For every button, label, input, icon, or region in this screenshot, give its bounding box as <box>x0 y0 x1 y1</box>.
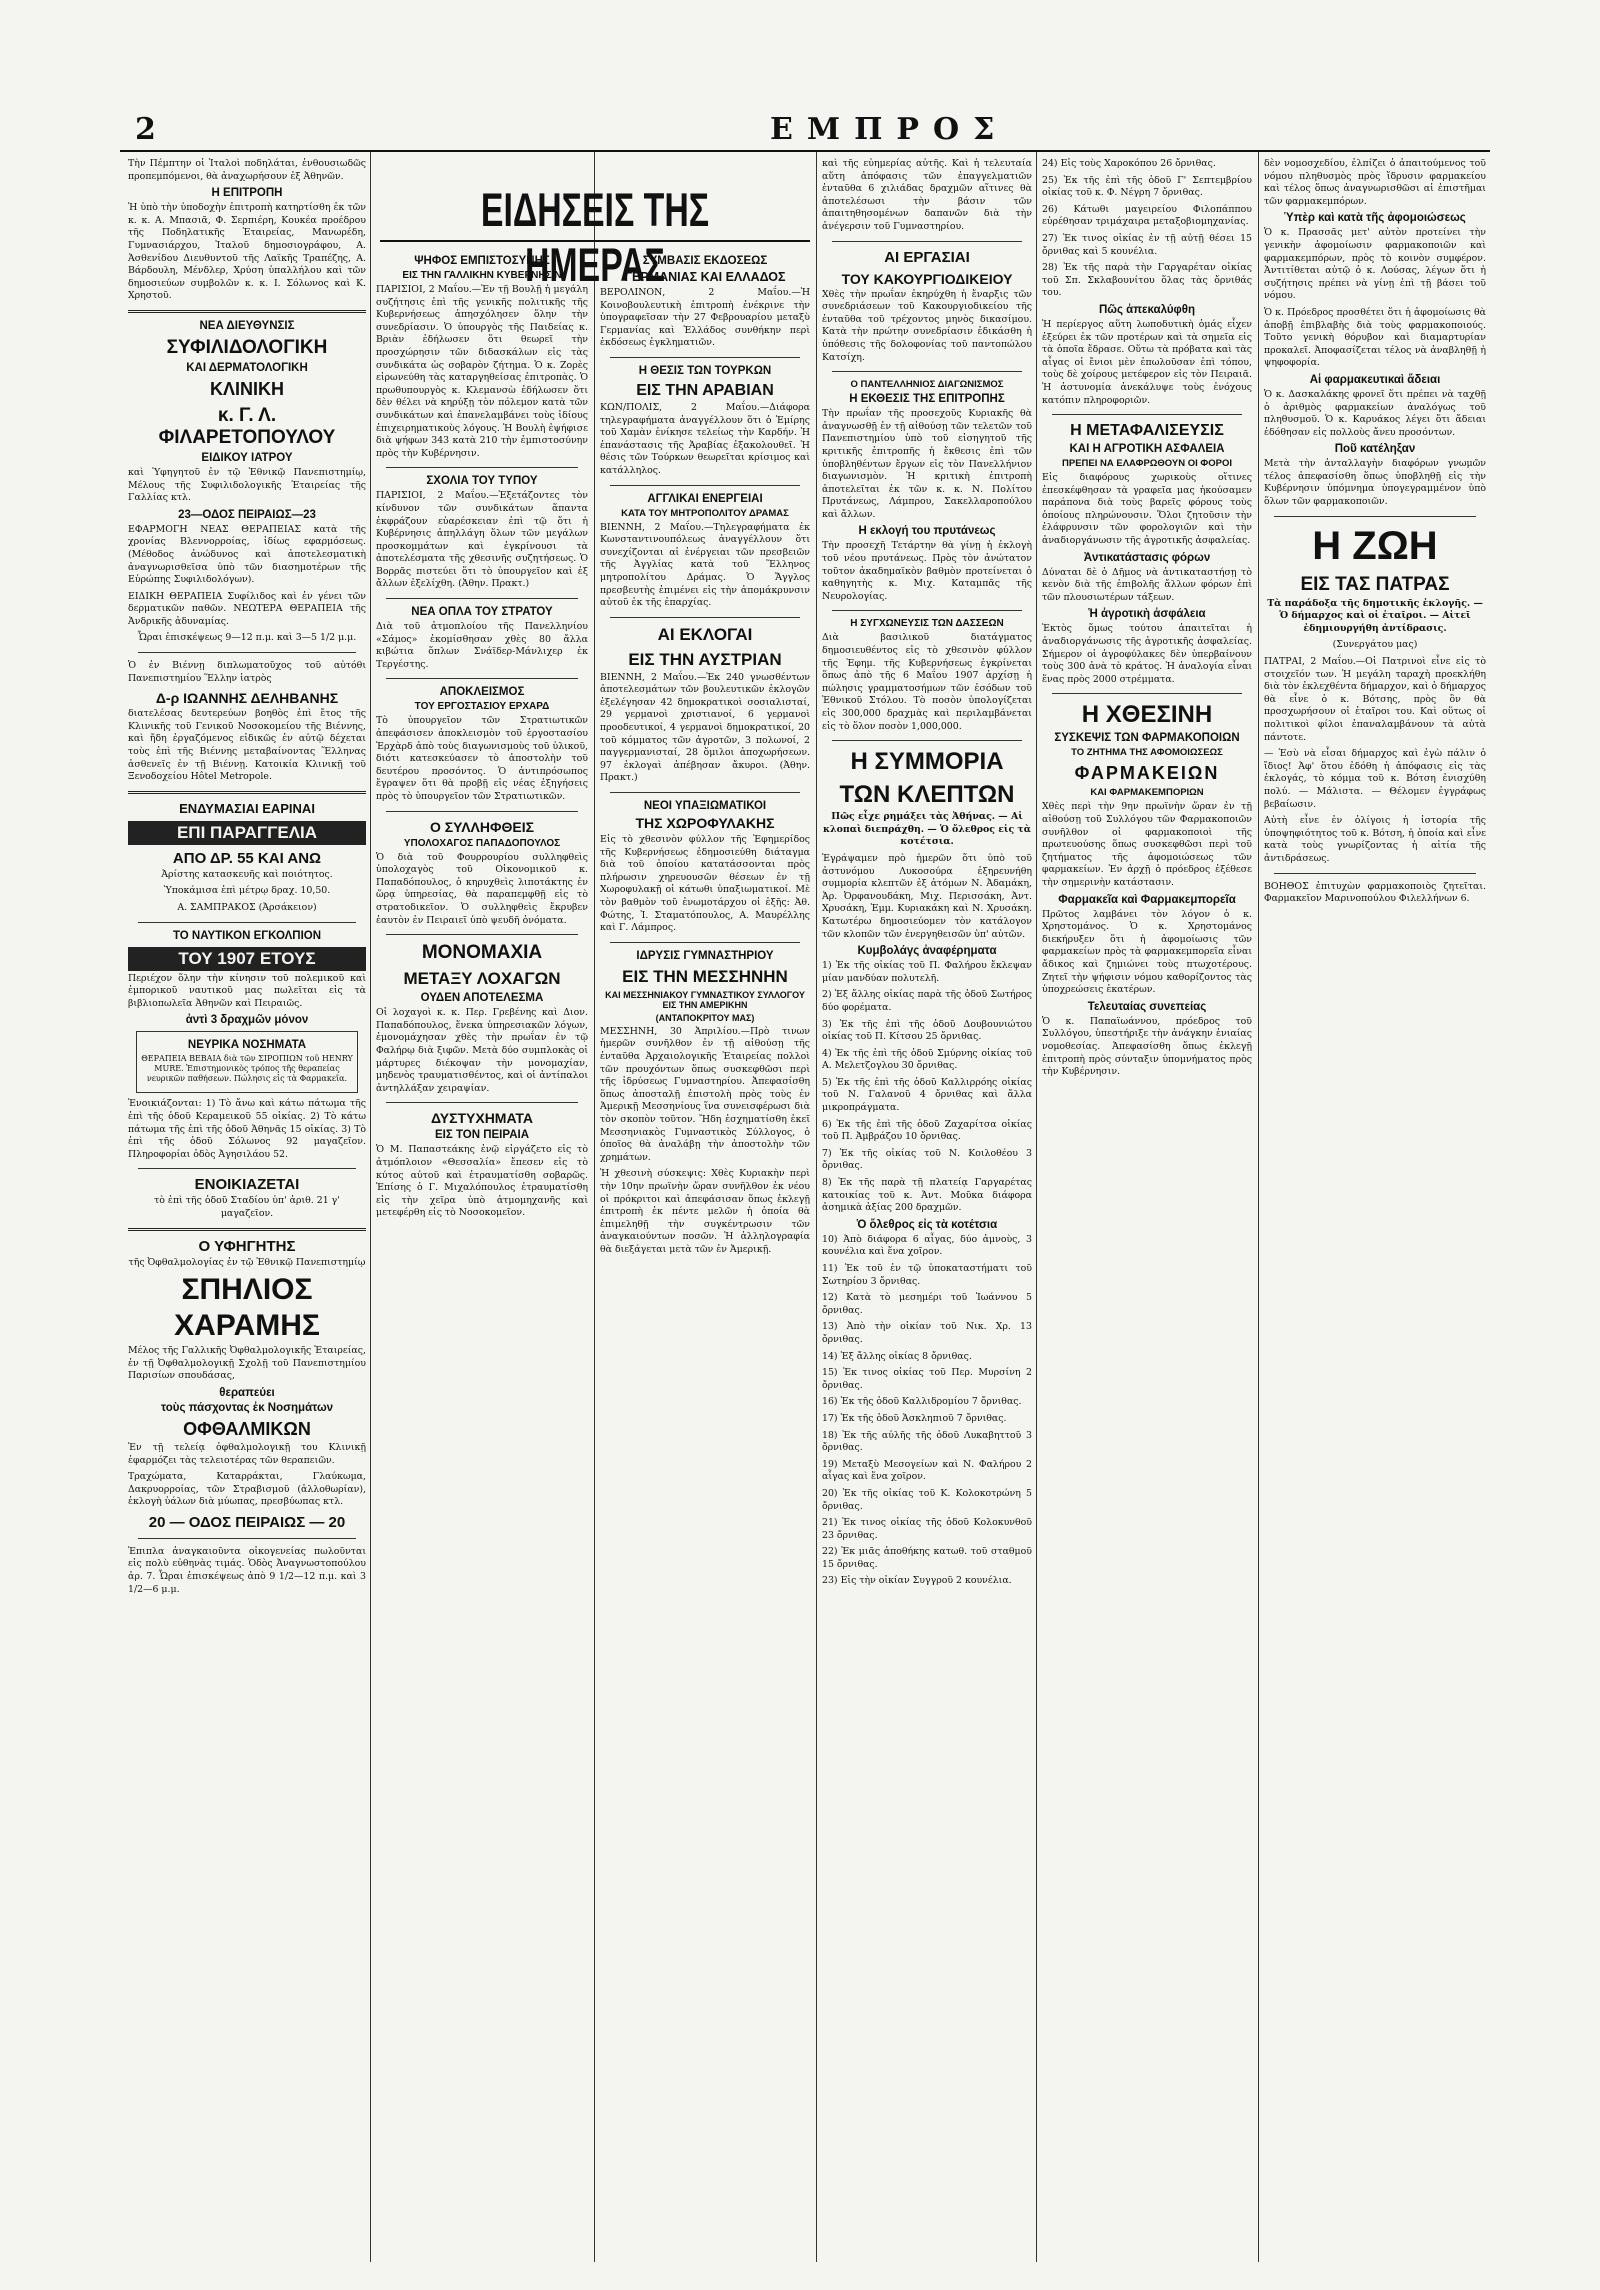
list-item: 14) Ἐξ ἄλλης οἰκίας 8 ὄρνιθας. <box>822 1350 972 1362</box>
subheadline: ΚΑΙ ΜΕΣΣΗΝΙΑΚΟΥ ΓΥΜΝΑΣΤΙΚΟΥ ΣΥΛΛΟΓΟΥ ΕΙΣ ΤΗΝ ΑΜΕΡΙΚΗΝ <box>605 989 805 1010</box>
ad-text: Τραχώματα, Καταρράκται, Γλαύκωμα, Δακρυορροίας, τῶν Στραβισμοῦ (ἀλλοθωρίαν), ἐκλογὴ ὑάλων διὰ μύωπας, πρεσβύωπας κτλ. <box>128 1471 366 1508</box>
article-paragraph: Διὰ βασιλικοῦ διατάγματος δημοσιευθέντος εἰς τὸ χθεσινὸν φύλλον τῆς Ἐφημ. τῆς Κυβερνήσεως ἐγκρίνεται ὅπως ἀπὸ τῆς 6 Μαΐου 1907 ἀρχίσῃ ἡ πώλησις γραμματοσήμων τῶν ἐσόδων τοῦ Ἐθνικοῦ Στόλου. Τὸ ποσὸν ὑπολογίζεται εἰς 300,000 δραχμὰς καὶ περιλαμβάνεται εἰς τὸ ὅλον ποσὸν 1,000,000. <box>822 632 1032 732</box>
divider <box>832 371 1022 372</box>
ad-subtitle: ΚΑΙ ΔΕΡΜΑΤΟΛΟΓΙΚΗ <box>186 361 308 374</box>
ad-title: ΤΟΥ 1907 ΕΤΟΥΣ <box>128 947 366 971</box>
banner-rule <box>380 240 810 242</box>
list-item: 24) Εἰς τοὺς Χαροκόπου 26 ὄρνιθας. <box>1042 158 1216 169</box>
divider <box>386 678 578 679</box>
headline: ΑΓΓΛΙΚΑΙ ΕΝΕΡΓΕΙΑΙ <box>647 492 763 505</box>
divider <box>138 922 356 923</box>
subheadline: ΤΟ ΖΗΤΗΜΑ ΤΗΣ ΑΦΟΜΟΙΩΣΕΩΣ <box>1071 747 1223 759</box>
headline: Η ΘΕΣΙΣ ΤΩΝ ΤΟΥΡΚΩΝ <box>638 364 772 377</box>
masthead-title: ΕΜΠΡΟΣ <box>770 112 1009 147</box>
headline: ΤΟΥ ΚΑΚΟΥΡΓΙΟΔΙΚΕΙΟΥ <box>841 270 1013 287</box>
divider <box>832 740 1022 741</box>
headline: ΕΙΣ ΤΑΣ ΠΑΤΡΑΣ <box>1300 573 1450 595</box>
article-paragraph: Ἐκτὸς ὅμως τούτου ἀπαιτεῖται ἡ ἀναδιοργάνωσις τῆς ἀγροτικῆς ἀσφαλείας. Σήμερον οἱ ἀγροφύλακες δὲν ὑπερβαίνουν τοὺς 300 ἀνὰ τὸ κράτος. Ἡ ἀναλογία εἶναι ἕνας πρὸς 2000 στρέμματα. <box>1042 623 1252 685</box>
subheadline: ΣΥΣΚΕΨΙΣ ΤΩΝ ΦΑΡΜΑΚΟΠΟΙΩΝ <box>1054 732 1240 745</box>
ad-box <box>136 1031 358 1093</box>
subheadline: Πῶς εἶχε ρημάξει τὰς Ἀθήνας. — Αἱ κλοπαὶ διεπράχθη. — Ὁ ὄλεθρος εἰς τὰ κοτέτσια. <box>823 811 1031 848</box>
column-divider <box>370 152 371 2262</box>
list-item: 17) Ἐκ τῆς ὁδοῦ Ἀσκληπιοῦ 7 ὄρνιθας. <box>822 1412 1007 1424</box>
subheadline: ΓΕΡΜΑΝΙΑΣ ΚΑΙ ΕΛΛΑΔΟΣ <box>624 270 786 284</box>
list-item: 27) Ἐκ τινος οἰκίας ἐν τῇ αὐτῇ θέσει 15 ὄρνιθας καὶ 5 κουνέλια. <box>1042 232 1252 257</box>
list-item: 18) Ἐκ τῆς αὐλῆς τῆς ὁδοῦ Λυκαβηττοῦ 3 ὄρνιθας. <box>822 1429 1032 1454</box>
classified-ad: ΒΟΗΘΟΣ ἐπιτυχὼν φαρμακοποιὸς ζητεῖται. Φαρμακεῖον Μαρινοπούλου Φιλελλήνων 6. <box>1264 880 1486 905</box>
headline: ΨΗΦΟΣ ΕΜΠΙΣΤΟΣΥΝΗΣ <box>414 255 550 267</box>
article-paragraph: Εἰς διαφόρους χωρικοὺς οἵτινες ἐπεσκέφθησαν τὰ γραφεῖα μας ἠκούσαμεν παράπονα διὰ τοὺς βαρεῖς φόρους τοὺς ὁποίους πληρώνουσιν. Ὅλοι ζητοῦσιν τὴν ἐλάφρυνσιν τῶν φορολογιῶν καὶ τὴν ἀναδιοργάνωσιν τῆς ἀγροτικῆς ἀσφαλείας. <box>1042 472 1252 547</box>
headline: ΜΕΤΑΞΥ ΛΟΧΑΓΩΝ <box>403 969 561 989</box>
ad-subtitle: τοὺς πάσχοντας ἐκ Νοσημάτων <box>160 1401 334 1414</box>
divider <box>128 310 366 313</box>
headline: Ο ΣΥΛΛΗΦΘΕΙΣ <box>429 818 535 835</box>
ad-text: Μέλος τῆς Γαλλικῆς Ὀφθαλμολογικῆς Ἑταιρείας, ἐν τῇ Ὀφθαλμολογικῇ Σχολῇ τοῦ Πανεπιστημίου Παρισίων σπουδάσας, <box>128 1345 366 1382</box>
article-paragraph: Ὁ κ. Δασκαλάκης φρονεῖ ὅτι πρέπει νὰ ταχθῇ ὁ ἀριθμὸς φαρμακείων ἀναλόγως τοῦ πληθυσμοῦ. Ὁ κ. Καρυάκος λέγει ὅτι ἄδειαι ἐδόθησαν εἰς πολλοὺς ἄνευ προσόντων. <box>1264 388 1486 438</box>
subheadline: Φαρμακεῖα καὶ Φαρμακεμπορεῖα <box>1058 893 1236 906</box>
article-paragraph: Ἡ περίεργος αὕτη λωποδυτικὴ ὁμάς εἶχεν ἐξεύρει ἐκ τῶν προτέρων καὶ τὰ σημεῖα εἰς τὰ ὁποῖα ἔδρασε. Οὕτω τὰ πρόβατα καὶ τὰς αἶγας οἱ ἔνιοι μὲν ἐπωλοῦσαν ἐπὶ τόπου, τοὺς δὲ χοίρους μετέφερον εἰς τὸν Πειραιᾶ. Ἡ ἀστυνομία ἀνεκάλυψε τοὺς ἐνόχους κατόπιν πληροφοριῶν. <box>1042 318 1252 406</box>
list-item: 20) Ἐκ τῆς οἰκίας τοῦ Κ. Κολοκοτρώνη 5 ὄρνιθας. <box>822 1487 1032 1512</box>
ad-title: ΕΝΟΙΚΙΑΖΕΤΑΙ <box>194 1176 300 1194</box>
list-item: 23) Εἰς τὴν οἰκίαν Συγγροῦ 2 κουνέλια. <box>822 1575 1012 1587</box>
ad-title: ΕΝΔΥΜΑΣΙΑΙ ΕΑΡΙΝΑΙ <box>179 800 315 816</box>
doctor-name: Δ-ρ ΙΩΑΝΝΗΣ ΔΕΛΗΒΑΝΗΣ <box>155 690 339 707</box>
headline: ΔΥΣΤΥΧΗΜΑΤΑ <box>430 1110 534 1127</box>
ad-text: Α. ΣΑΜΠΡΑΚΟΣ (Ἀρσάκειον) <box>177 902 317 913</box>
ad-subtitle: ΕΙΔΙΚΟΥ ΙΑΤΡΟΥ <box>201 451 293 464</box>
column-divider <box>594 152 595 2262</box>
ad-text: τὸ ἐπὶ τῆς ὁδοῦ Σταδίου ὑπ' ἀριθ. 21 γ' μαγαζεῖον. <box>154 1195 340 1219</box>
divider <box>138 1538 356 1539</box>
article-paragraph: Ἡ χθεσινὴ σύσκεψις: Χθὲς Κυριακὴν περὶ τὴν 10ην πρωϊνὴν ὥραν συνῆλθον ἐκ νέου οἱ πρόκριτοι καὶ ἀπεφάσισαν ὅπως ἐκλεγῇ ἐπιτροπὴ ἐκ πέντε μελῶν ἡ ὁποία θὰ ἐπιμεληθῇ τὴν συγκέντρωσιν τῶν ἀναγκαιούντων ποσῶν. Ἡ ἀλληλογραφία θὰ διεξάγεται μετὰ τῶν ἐν Ἀμερικῇ. <box>600 1168 810 1255</box>
column-2 <box>376 252 588 2258</box>
headline: Η ΖΩΗ <box>1312 523 1438 568</box>
headline: ΑΠΟΚΛΕΙΣΜΟΣ <box>439 686 525 699</box>
article-paragraph: Ὁ διὰ τοῦ Φουρρουρίου συλληφθεὶς ὑπολοχαγὸς τοῦ Οἰκονομικοῦ κ. Παπαδόπουλος, ὁ κηρυχθεὶς λιποτάκτης ἐν ὥρᾳ ὑπηρεσίας, θὰ παραπεμφθῇ εἰς τὸ στρατοδικεῖον. Ὁ συλληφθεὶς ἔκρυβεν ἑαυτὸν ἐν Πειραιεῖ ὑπὸ ψευδῆ ὀνόματα. <box>376 851 588 926</box>
subheadline: ΚΑΤΑ ΤΟΥ ΜΗΤΡΟΠΟΛΙΤΟΥ ΔΡΑΜΑΣ <box>621 507 789 519</box>
ad-text: Ὁ ἐν Βιέννῃ διπλωματοῦχος τοῦ αὐτόθι Πανεπιστημίου Ἕλλην ἰατρὸς <box>128 660 366 684</box>
column-divider <box>1258 152 1259 2262</box>
subheadline: Ὁ ὄλεθρος εἰς τὰ κοτέτσια <box>856 1218 998 1231</box>
article-paragraph: Οἱ λοχαγοὶ κ. κ. Περ. Γρεβένης καὶ Διον. Παπαδόπουλος, ἕνεκα ὑπηρεσιακῶν λόγων, ἐμονομάχησαν χθὲς τὴν πρωΐαν ἐν τῷ Φαλήρῳ διὰ ξιφῶν. Μετὰ δύο συμπλοκὰς οἱ μάρτυρες διέκοψαν τὴν μονομαχίαν, μηδενὸς τραυματισθέντος, καὶ οἱ ἀντίπαλοι ἀντηλλάξαν χειραψίαν. <box>376 1007 588 1094</box>
ad-text: ΕΙΔΙΚΗ ΘΕΡΑΠΕΙΑ Συφίλιδος καὶ ἐν γένει τῶν δερματικῶν παθῶν. ΝΕΩΤΕΡΑ ΘΕΡΑΠΕΙΑ τῆς Ἀνδρικῆς ἀδυναμίας. <box>128 590 366 627</box>
ad-text: καὶ Ὑφηγητοῦ ἐν τῷ Ἐθνικῷ Πανεπιστημίῳ, Μέλους τῆς Συφιλιδολογικῆς Ἑταιρείας τῆς Γαλλίας κτλ. <box>128 466 366 504</box>
ad-title: ΟΦΘΑΛΜΙΚΩΝ <box>183 1418 311 1439</box>
subheadline: ΕΙΣ ΤΗΝ ΓΑΛΛΙΚΗΝ ΚΥΒΕΡΝΗΣΙΝ <box>402 270 562 281</box>
article-paragraph: Ἐγράψαμεν πρὸ ἡμερῶν ὅτι ὑπὸ τοῦ ἀστυνόμου Λυκοσούρα ἐξηρευνήθη συμμορία κλεπτῶν ἐξ ἀτόμων Ν. Ἀδαμάκη, Ἀρ. Ὀρφανουδάκη, Μιχ. Περισσάκη, Ἀντ. Χρυσάκη, Ἐμμ. Κυριακάκη καὶ Ν. Χρυσάκη. Κατωτέρω δημοσιεύομεν τὸν κατάλογον τῶν κλοπῶν τῶν ἐνεργηθεισῶν ὑπ' αὐτῶν. <box>822 852 1032 940</box>
list-item: 16) Ἐκ τῆς ὁδοῦ Καλλιδρομίου 7 ὄρνιθας. <box>822 1396 1022 1408</box>
column-1 <box>128 158 366 2258</box>
article-paragraph: Ὁ κ. Παπαϊωάννου, πρόεδρος τοῦ Συλλόγου, ὑπεστήριξε τὴν ἀνάγκην ἑνιαίας νομοθεσίας. Ἀπεφασίσθη ὅπως ἐκλεγῇ ἐπιτροπὴ πρὸς σύνταξιν ὑπομνήματος πρὸς τὴν Κυβέρνησιν. <box>1042 1015 1252 1078</box>
article-paragraph: καὶ τῆς εὐημερίας αὐτῆς. Καὶ ἡ τελευταία αὕτη ἀπόφασις τῶν ἐπαγγελματιῶν ἐνταῦθα 6 χιλιάδας δραχμῶν αἵτινες θὰ ἀποτελέσωσι τὴν βάσιν τῶν ἀπαιτηθησομένων δαπανῶν διὰ τὴν ἀνέγερσιν τοῦ Γυμναστηρίου. <box>822 158 1032 232</box>
list-item: 26) Κάτωθι μαγειρείου Φιλοπάππου εὑρέθησαν τριμάχαιρα μεταξοβιομηχανίας. <box>1042 203 1252 228</box>
ad-text: διατελέσας δευτερεύων βοηθὸς ἐπὶ ἔτος τῆς Κλινικῆς τοῦ Γενικοῦ Νοσοκομείου τῆς Βιέννης, καὶ ἤδη ἐργαζόμενος εἰδικῶς ἐν αὐτῷ δέχεται τοὺς ἐπὶ τῆς Βιέννης μεταβαίνοντας Ἕλληνας ἀσθενεῖς ἐν τῇ Βιέννῃ. Κατοικία Κλινικῇ τοῦ Ξενοδοχείου Hôtel Metropole. <box>128 708 366 783</box>
article-paragraph: Αὐτὴ εἶνε ἐν ὀλίγοις ἡ ἱστορία τῆς ὑποψηφιότητος τοῦ κ. Βότση, ἡ ὁποία καὶ εἶνε κατὰ τοὺς γνωρίζοντας ἡ αἰτία τῆς ἀντιδράσεως. <box>1264 815 1486 864</box>
ad-address: 23—ΟΔΟΣ ΠΕΙΡΑΙΩΣ—23 <box>178 508 316 521</box>
article-paragraph: Ἡ ὑπὸ τὴν ὑποδοχὴν ἐπιτροπὴ κατηρτίσθη ἐκ τῶν κ. κ. Α. Μπασιᾶ, Φ. Σερπιέρη, Κουκέα προέδρου τῆς Ποδηλατικῆς Ἑταιρείας, Μανωρέδη, Γυμνασιάρχου, Ἰταλοῦ δημοσιογράφου, Α. Ἀσθενίδου Διευθυντοῦ τῆς Λαϊκῆς Τραπέζης, Α. Βάρδουλη, Μένδλερ, Χρύση ὑπαλλήλου καὶ τῶν δημοσιεύων συμβολῶν κ. κ. Ι. Σόλωνος καὶ Κ. Χρηστοῦ. <box>128 202 366 302</box>
article-paragraph: ΒΙΕΝΝΗ, 2 Μαΐου.—Ἐκ 240 γνωσθέντων ἀποτελεσμάτων τῶν βουλευτικῶν ἐκλογῶν ἐξελέγησαν 42 δημοκρατικοὶ σοσιαλισταί, 29 γερμανοὶ χριστιανοί, 6 γερμανοὶ προοδευτικοί, 4 γερμανοὶ δημοκρατικοί, 20 τοῦ κόμματος τῶν ἀγροτῶν, 3 πολωνοί, 2 παγγερμανισταί, 28 ὅμιλοι ἀποχωρήσεων. 97 ἐκλογαὶ ἀπέβησαν ἄκυροι. (Ἀθην. Πρακτ.) <box>600 671 810 784</box>
column-divider <box>1036 152 1037 2262</box>
column-6 <box>1264 158 1486 2258</box>
subheadline: ΠΡΕΠΕΙ ΝΑ ΕΛΑΦΡΩΘΟΥΝ ΟΙ ΦΟΡΟΙ <box>1062 458 1232 470</box>
subheadline: Ποῦ κατέληξαν <box>1334 443 1416 456</box>
list-item: 13) Ἀπὸ τὴν οἰκίαν τοῦ Νικ. Χρ. 13 ὄρνιθας. <box>822 1321 1032 1345</box>
article-paragraph: Τὴν Πέμπτην οἱ Ἰταλοὶ ποδηλάται, ἐνθουσιωδῶς προπεμπόμενοι, θὰ ἀναχωρήσουν ἐξ Ἀθηνῶν. <box>128 158 366 182</box>
divider <box>138 652 356 653</box>
article-paragraph: Τὴν προσεχῆ Τετάρτην θὰ γίνῃ ἡ ἐκλογὴ τοῦ νέου πρυτάνεως. Πρὸς τὸν ἀνώτατον τοῦτον ἀκαδημαϊκὸν βαθμὸν προτείνεται ὁ καθηγητὴς κ. Μιχ. Καταμπᾶς τῆς Νευρολογίας. <box>822 540 1032 602</box>
divider <box>386 1102 578 1103</box>
divider <box>1274 873 1476 874</box>
ad-title: ΤΟ ΝΑΥΤΙΚΟΝ ΕΓΚΟΛΠΙΟΝ <box>172 929 322 942</box>
subheadline: Ἡ ἀγροτικὴ ἀσφάλεια <box>1088 608 1206 621</box>
headline: ΕΙΣ ΤΗΝ ΜΕΣΣΗΝΗΝ <box>622 966 788 986</box>
list-item: 6) Ἐκ τῆς ἐπὶ τῆς ὁδοῦ Ζαχαρίτσα οἰκίας τοῦ Π. Ἀμβράζου 10 ὄρνιθας. <box>822 1118 1032 1143</box>
headline: ΦΑΡΜΑΚΕΙΩΝ <box>1074 763 1220 784</box>
section-banner: ΕΙΔΗΣΕΙΣ ΤΗΣ ΗΜΕΡΑΣ <box>480 183 710 291</box>
list-item: 15) Ἐκ τινος οἰκίας τοῦ Περ. Μυρσίνη 2 ὄρνιθας. <box>822 1367 1032 1391</box>
ad-heading: ΝΕΑ ΔΙΕΥΘΥΝΣΙΣ <box>199 319 295 332</box>
ad-box-title: ΝΕΥΡΙΚΑ ΝΟΣΗΜΑΤΑ <box>187 1039 307 1052</box>
article-paragraph: ΜΕΣΣΗΝΗ, 30 Ἀπριλίου.—Πρὸ τινων ἡμερῶν συνῆλθον ἐν τῇ αἰθούσῃ τῆς ἐνταῦθα Ἀρχαιολογικῆς Ἑταιρείας πολλοὶ τῶν προυχόντων ὅπως συσκεφθῶσι περὶ τῆς ἱδρύσεως Γυμναστηρίου. Ἀπεφασίσθη ὅπως ἀποσταλῇ ἐπιστολὴ πρὸς τοὺς ἐν Ἀμερικῇ Μεσσηνίους ἵνα συνεισφέρωσι διὰ τὸν σκοπὸν τοῦτον. Ἤδη ἐσχηματίσθη ἐκεῖ Μεσσηνιακὸς Γυμναστικὸς Σύλλογος, ὁ ὁποῖος θὰ ἀναλάβῃ τὴν ἀποστολὴν τῶν χρημάτων. <box>600 1025 810 1163</box>
subheadline: ΤΗΣ ΧΩΡΟΦΥΛΑΚΗΣ <box>635 815 775 832</box>
divider <box>386 467 578 468</box>
article-paragraph: Πρῶτος λαμβάνει τὸν λόγον ὁ κ. Χρηστομάνος. Ὁ κ. Χρηστομάνος διεκήρυξεν ὅτι ἡ ἀφομοίωσις τῶν φαρμακείων πρὸς τὰ φαρμακεμπορεῖα εἶναι ἄδικος καὶ ζημιώνει τοὺς πτωχοτέρους. Ζητεῖ τὴν ψήφισιν νόμου καθορίζοντος τὰς ὑποχρεώσεις ἑκατέρων. <box>1042 908 1252 996</box>
list-item: 3) Ἐκ τῆς ἐπὶ τῆς ὁδοῦ Δουβουνιώτου οἰκίας τοῦ Π. Κίτσου 25 ὄρνιθας. <box>822 1018 1032 1043</box>
list-item: 8) Ἐκ τῆς παρὰ τῇ πλατείᾳ Γαργαρέτας κατοικίας τοῦ κ. Ἀντ. Μοῦκα διάφορα ἀσημικὰ ἀξίας 200 δραχμῶν. <box>822 1177 1032 1214</box>
divider <box>138 1168 356 1169</box>
column-4 <box>822 158 1032 2258</box>
ad-text: Ὑποκάμισα ἐπὶ μέτρῳ δραχ. 10,50. <box>163 885 331 897</box>
ad-text: ΕΦΑΡΜΟΓΗ ΝΕΑΣ ΘΕΡΑΠΕΙΑΣ κατὰ τῆς χρονίας Βλεννορροίας, ἰδίως εφαρμόσεως. (Μέθοδος ἀνώδυνος καὶ ἀποτελεσματικὴ ἀναγνωρισθεῖσα ὑπὸ τῶν διασημοτέρων τῆς Εὐρώπης Συφιλιδολόγων). <box>128 523 366 586</box>
ad-text: Ἀρίστης κατασκευῆς καὶ ποιότητος. <box>161 868 333 880</box>
top-rule <box>120 150 1490 152</box>
divider <box>832 610 1022 611</box>
ad-title: ΚΛΙΝΙΚΗ <box>209 378 284 399</box>
ad-text: Ἐν τῇ τελείᾳ ὀφθαλμολογικῇ του Κλινικῇ ἐφαρμόζει τὰς τελειοτέρας τῶν θεραπειῶν. <box>128 1441 366 1466</box>
article-paragraph: Τὸ ὑπουργεῖον τῶν Στρατιωτικῶν ἀπεφάσισεν ἀποκλεισμὸν τοῦ ἐργοστασίου Ἐρχὰρδ ἀπὸ τοὺς διαγωνισμοὺς τοῦ ὑλικοῦ, διότι κατεσκεύασεν τὸ ἀποστολὴν τοῦ δευτέρου προσόντος. Ὁ ἀντιπρόσωπος ἔγραψεν ὅτι θὰ προβῇ εἰς νέας ἐξηγήσεις πρὸς τὸ ὑπουργεῖον τῶν Στρατιωτικῶν. <box>376 715 588 802</box>
divider <box>610 485 800 486</box>
divider <box>1052 693 1242 694</box>
divider <box>610 792 800 793</box>
divider <box>128 791 366 794</box>
article-paragraph: Χθὲς τὴν πρωΐαν ἐκηρύχθη ἡ ἔναρξις τῶν συνεδριάσεων τοῦ Κακουργιοδικείου τῆς ἐνταῦθα τοῦ τρέχοντος μηνὸς δικασίμου. Κατὰ τὴν πρώτην συνεδρίασιν ἐδικάσθη ἡ ὑπόθεσις τῆς δολοφονίας τοῦ παντοπώλου Κατσίχη. <box>822 288 1032 363</box>
article-paragraph: Διὰ τοῦ ἀτμοπλοίου τῆς Πανελληνίου «Σάμος» ἐκομίσθησαν χθὲς 80 ἄλλα κιβώτια ὅπλων Σνάϊδερ-Μάνλιχερ ἐκ Τεργέστης. <box>376 621 588 670</box>
article-paragraph: ΒΙΕΝΝΗ, 2 Μαΐου.—Τηλεγραφήματα ἐκ Κωνσταντινουπόλεως ἀναγγέλλουν ὅτι συνεχίζονται αἱ ἐνέργειαι τῶν πρεσβειῶν τῆς Ἀγγλίας κατὰ τοῦ Ἕλληνος μητροπολίτου Δράμας. Ὁ Ἄγγλος πρεσβευτὴς ἐπιμένει εἰς τὴν ἀπομάκρυνσιν αὐτοῦ ἐκ τῆς ἐπαρχίας. <box>600 521 810 609</box>
article-paragraph: Χθὲς περὶ τὴν 9ην πρωϊνὴν ὥραν ἐν τῇ αἰθούσῃ τοῦ Συλλόγου τῶν Φαρμακοποιῶν συνῆλθον οἱ φαρμακοποιοὶ τῆς πρωτευούσης ὅπως συσκεφθῶσι περὶ τοῦ ζητήματος τῆς ἀφομοιώσεως τῶν φαρμακείων. Ἐν ἀρχῇ ὁ πρόεδρος ἐξέθεσε τὴν σημερινὴν κατάστασιν. <box>1042 801 1252 888</box>
article-paragraph: ΠΑΤΡΑΙ, 2 Μαΐου.—Οἱ Πατρινοὶ εἶνε εἰς τὸ στοιχεῖόν των. Ἡ μεγάλη ταραχὴ προεκλήθη διὰ τὸν ἐκλεχθέντα δήμαρχον, καὶ ὁ δήμαρχος θὰ εἶνε ὁ κ. Βότσης, πρὸς ὃν θὰ προσχωρήσουν οἱ ἐταῖροι του. Καὶ οὕτως οἱ πολιτικοὶ φίλοι ἐπαναλαμβάνουν τὰ αὐτὰ πάντοτε. <box>1264 656 1486 743</box>
subheadline: ΟΥΔΕΝ ΑΠΟΤΕΛΕΣΜΑ <box>420 992 544 1005</box>
subheadline: Τὰ παράδοξα τῆς δημοτικῆς ἐκλογῆς. — Ὁ δήμαρχος καὶ οἱ ἑταῖροι. — Αἰτεῖ ἐδημιουργήθη ἀντίδρασις. <box>1267 597 1483 634</box>
article-paragraph: ΒΕΡΟΛΙΝΟΝ, 2 Μαΐου.—Ἡ Κοινοβουλευτικὴ ἐπιτροπὴ ἐνέκρινε τὴν ὑπογραφεῖσαν τὴν 27 Φεβρουαρίου μεταξὺ Γερμανίας καὶ Ἑλλάδος συνθήκην περὶ ἐκδόσεως ἐγκληματιῶν. <box>600 287 810 349</box>
list-item: 2) Ἐξ ἄλλης οἰκίας παρὰ τῆς ὁδοῦ Σωτήρος δύο φορέματα. <box>822 989 1032 1013</box>
article-paragraph: Μετὰ τὴν ἀνταλλαγὴν διαφόρων γνωμῶν τέλος ἀπεφασίσθη ὅπως ὑποβληθῇ εἰς τὴν Κυβέρνησιν ὑπόμνημα ὑπογεγραμμένον ὑπὸ ὅλων τῶν φαρμακοποιῶν. <box>1264 458 1486 508</box>
subheadline: Αἱ φαρμακευτικαὶ ἄδειαι <box>1309 373 1441 386</box>
subheadline: ΥΠΟΛΟΧΑΓΟΣ ΠΑΠΑΔΟΠΟΥΛΟΣ <box>403 837 561 849</box>
ad-box-text: ΘΕΡΑΠΕΙΑ ΒΕΒΑΙΑ διὰ τῶν ΣΙΡΟΠΙΩΝ τοῦ HENRY MURE. Ἐπιστημονικὸς τρόπος τῆς θεραπείας νευρικῶν παθήσεων. Πώλησις εἰς τὰ Φαρμακεῖα. <box>141 1054 353 1084</box>
headline: ΕΙΣ ΤΗΝ ΑΥΣΤΡΙΑΝ <box>628 649 782 669</box>
subheadline: ΕΙΣ ΤΟΝ ΠΕΙΡΑΙΑ <box>434 1129 530 1142</box>
headline: Ο ΠΑΝΤΕΛΛΗΝΙΟΣ ΔΙΑΓΩΝΙΣΜΟΣ <box>850 379 1004 391</box>
article-paragraph: Τὴν πρωΐαν τῆς προσεχοῦς Κυριακῆς θὰ ἀναγνωσθῇ ἐν τῇ αἰθούσῃ τῶν τελετῶν τοῦ Πανεπιστημίου ὑπὸ τοῦ εἰσηγητοῦ τῆς κριτικῆς ἐπιτροπῆς ἡ ἔκθεσις ἐπὶ τῶν ὑποβληθέντων ἔργων εἰς τὸν Πανελλήνιον διαγωνισμὸν. Ἡ κριτικὴ ἐπιτροπὴ ἀποτελεῖται ἐκ τῶν κ. κ. Ν. Πολίτου Πρυτάνεως, Λάμπρου, Σακελλαροπούλου καὶ ἄλλων. <box>822 408 1032 520</box>
headline: Η ΣΥΜΜΟΡΙΑ <box>850 748 1004 776</box>
list-item: 25) Ἐκ τῆς ἐπὶ τῆς ὁδοῦ Γ' Σεπτεμβρίου οἰκίας τοῦ κ. Φ. Νέγρη 7 ὄρνιθας. <box>1042 174 1252 199</box>
list-item: 21) Ἐκ τινος οἰκίας τῆς ὁδοῦ Κολοκυνθοῦ 23 ὄρνιθας. <box>822 1517 1032 1541</box>
ad-text: Ἐπιπλα ἀναγκαιοῦντα οἰκογενείας πωλοῦνται εἰς πολὺ εὐθηνὰς τιμάς. Ὁδὸς Ἀναγνωστοπούλου ἀρ. 7. Ὧραι ἐπισκέψεως ἀπὸ 9 1/2—12 π.μ. καὶ 3 1/2—6 μ.μ. <box>128 1545 366 1595</box>
subheadline: Η ΕΚΘΕΣΙΣ ΤΗΣ ΕΠΙΤΡΟΠΗΣ <box>849 393 1005 406</box>
ad-text: Περιέχον ὅλην τὴν κίνησιν τοῦ πολεμικοῦ καὶ ἐμπορικοῦ ναυτικοῦ μας πωλεῖται εἰς τὰ βιβλιοπωλεῖα Ἀθηνῶν καὶ Πειραιῶς. <box>128 972 366 1009</box>
list-item: 5) Ἐκ τῆς ἐπὶ τῆς ὁδοῦ Καλλιρρόης οἰκίας τοῦ Ν. Γαλανοῦ 4 ὄρνιθας καὶ ἄλλα μικροπράγματα. <box>822 1076 1032 1114</box>
ad-hours: Ὧραι ἐπισκέψεως 9—12 π.μ. καὶ 3—5 1/2 μ.μ. <box>137 632 357 644</box>
subheadline: ΚΑΙ ΦΑΡΜΑΚΕΜΠΟΡΙΩΝ <box>1090 787 1204 799</box>
headline: Η ΜΕΤΑΦΑΛΙΣΕΥΣΙΣ <box>1070 422 1224 440</box>
article-paragraph: ΠΑΡΙΣΙΟΙ, 2 Μαΐου.—Ἐξετάζοντες τὸν κίνδυνον τῶν συνδικάτων ἅπαντα ἐκφράζουν εὐαρέσκειαν ἐπὶ τῷ ὅτι ἡ Κυβέρνησις ἀπηλλάγη ὅλων τῶν μεγάλων προσκομμάτων καὶ ἐγκρίνουσι τὰ ἀποτελέσματα τῆς χθεσινῆς συζητήσεως. Ὁ Βορρᾶς πιστεύει ὅτι τὸ ὑπουργεῖον καὶ ἐξ ἄλλων ἐξελίχθη. (Ἀθην. Πρακτ.) <box>376 490 588 590</box>
divider <box>610 357 800 358</box>
subheadline: Ἀντικατάστασις φόρων <box>1083 551 1211 564</box>
headline: ΙΔΡΥΣΙΣ ΓΥΜΝΑΣΤΗΡΙΟΥ <box>636 949 774 962</box>
divider <box>610 617 800 618</box>
subheadline: ΚΑΙ Η ΑΓΡΟΤΙΚΗ ΑΣΦΑΛΕΙΑ <box>1069 443 1225 456</box>
ad-title: Ο ΥΦΗΓΗΤΗΣ <box>198 1237 296 1255</box>
subheadline: ΤΟΥ ΕΡΓΟΣΤΑΣΙΟΥ ΕΡΧΑΡΔ <box>414 701 550 713</box>
headline: ΣΧΟΛΙΑ ΤΟΥ ΤΥΠΟΥ <box>426 475 538 488</box>
column-divider <box>816 152 817 2262</box>
article-paragraph: Δύναται δὲ ὁ Δῆμος νὰ ἀντικαταστήσῃ τὸ κενὸν διὰ τῆς ἐπιβολῆς ἄλλων φόρων ἐπὶ τῶν πλουσιωτέρων τάξεων. <box>1042 566 1252 603</box>
article-paragraph: Εἰς τὸ χθεσινὸν φύλλον τῆς Ἐφημερίδος τῆς Κυβερνήσεως ἐδημοσιεύθη διάταγμα διὰ τοῦ ὁποίου κατατάσσονται πρὸς πλήρωσιν χηρευουσῶν θέσεων ἐν τῇ Χωροφυλακῇ οἱ κάτωθι ὑπαξιωματικοί. Μὲ τὸν βαθμὸν τοῦ ἐνωμοτάρχου οἱ ἑξῆς: Ἀθ. Φώτης, Ἰ. Σταματόπουλος, Α. Μαυρέλλης καὶ Γ. Λάμπρος. <box>600 834 810 934</box>
list-item: 10) Ἀπὸ διάφορα 6 αἶγας, δύο ἀμνοὺς, 3 κουνέλια καὶ ἕνα χοῖρον. <box>822 1233 1032 1258</box>
headline: ΤΩΝ ΚΛΕΠΤΩΝ <box>839 781 1015 809</box>
article-paragraph: Ὁ κ. Πρόεδρος προσθέτει ὅτι ἡ ἀφομοίωσις θὰ ἀποβῇ ἐπιβλαβὴς διὰ τοὺς φαρμακοποιούς. Τοῦτο γενικὴ θόρυβον καὶ διαμαρτυρίαν προκαλεῖ. Ἀποφασίζεται τέλος νὰ ἀναβληθῇ ἡ ψηφοφορία. <box>1264 306 1486 369</box>
headline: ΝΕΟΙ ΥΠΑΞΙΩΜΑΤΙΚΟΙ <box>643 800 767 813</box>
subheadline: Πῶς ἀπεκαλύφθη <box>1098 303 1195 316</box>
article-paragraph: Ὁ κ. Πρασσᾶς μετ' αὐτὸν προτείνει τὴν γενικὴν ἀφομοίωσιν φαρμακοποιῶν καὶ φαρμακεμπόρων, πρὸς τὸ κοινὸν συμφέρον. Ἀντιτίθεται αὐτῷ ὁ κ. Λούσας, λέγων ὅτι ἡ συζήτησις πρέπει νὰ γίνῃ ἐπὶ τῇ βάσει τοῦ νόμου. <box>1264 227 1486 302</box>
subheadline: ΕΙΣ ΤΗΝ ΑΡΑΒΙΑΝ <box>636 381 774 399</box>
column-3 <box>600 252 810 2258</box>
headline: ΜΟΝΟΜΑΧΙΑ <box>421 942 543 964</box>
byline: (Συνεργάτου μας) <box>1332 639 1418 651</box>
headline: ΑΙ ΕΡΓΑΣΙΑΙ <box>884 248 970 266</box>
divider <box>128 1228 366 1231</box>
list-item: 1) Ἐκ τῆς οἰκίας τοῦ Π. Φαλήρου ἔκλεψαν μίαν μανδύαν πολυτελῆ. <box>822 960 1032 984</box>
ad-address: 20 — ΟΔΟΣ ΠΕΙΡΑΙΩΣ — 20 <box>148 1513 346 1531</box>
doctor-name: κ. Γ. Λ. ΦΙΛΑΡΕΤΟΠΟΥΛΟΥ <box>158 404 336 448</box>
article-paragraph: — Ἐσὺ νὰ εἶσαι δήμαρχος καὶ ἐγὼ πάλιν ὁ ἴδιος! Ἀφ' ὅτου ἐδόθη ἡ ἀπόφασις εἰς τὰς ἐκλογάς, τὸ κόμμα τοῦ κ. Βότση ἐνισχύθη πολύ. — Μάλιστα. — Θέλομεν ἐγγράφως βεβαίωσιν. <box>1264 748 1486 810</box>
divider <box>386 934 578 935</box>
headline: Η ΧΘΕΣΙΝΗ <box>1081 701 1213 729</box>
article-paragraph: δὲν νομοσχεδίου, ἐλπίζει ὁ ἀπαιτούμενος τοῦ νόμου πληθυσμὸς πρὸς ἵδρυσιν φαρμακείου καὶ τέλος ὅπως ἀναγνωρισθῶσι αἱ ἐπιστῆμαι τῶν φαρμακεμπόρων. <box>1264 158 1486 207</box>
headline: Η ΣΥΓΧΩΝΕΥΣΙΣ ΤΩΝ ΔΑΣΣΕΩΝ <box>850 618 1004 630</box>
list-item: 4) Ἐκ τῆς ἐπὶ τῆς ὁδοῦ Σμύρνης οἰκίας τοῦ Α. Μελετζογλου 30 ὄρνιθας. <box>822 1047 1032 1072</box>
divider <box>832 241 1022 242</box>
list-item: 12) Κατὰ τὸ μεσημέρι τοῦ Ἰωάννου 5 ὄρνιθας. <box>822 1292 1032 1316</box>
subheadline: Η εκλογή του πρυτάνεως <box>858 525 996 538</box>
subheadline: Κυμβολάγς ἀναφέρηματα <box>857 945 997 958</box>
divider <box>386 598 578 599</box>
article-paragraph: ΠΑΡΙΣΙΟΙ, 2 Μαΐου.—Ἐν τῇ Βουλῇ ἡ μεγάλη συζήτησις ἐπὶ τῆς γενικῆς πολιτικῆς τῆς Κυβερνήσεως ἀπησχόλησεν ὅλην τὴν συνεδρίασιν. Ὁ ὑπουργὸς τῆς Παιδείας κ. Βριὰν ἐδήλωσεν ὅτι θεωρεῖ τὴν προσχώρησιν τῶν διδασκάλων εἰς τὰς συνδικάτα ὡς σοβαρὸν ζήτημα. Ὁ κ. Ζορὲς εἰρωνεύθη τὰς καταργηθείσας ἐπιτροπὰς. Ὁ πρωθυπουργὸς κ. Κλεμανσὼ ἐδήλωσεν ὅτι δὲν θέλει νὰ κηρύξῃ τὸν πόλεμον κατὰ τῶν συνδικάτων καὶ ἐπανελαμβάνει τοὺς ἰδίους ἐπιχειρηματικοὺς λόγους. Ἡ Βουλὴ ἐψήφισε διὰ ψήφων 343 κατὰ 210 τὴν ἐμπιστοσύνην πρὸς τὴν Κυβέρνησιν. <box>376 284 588 459</box>
list-item: 28) Ἐκ τῆς παρὰ τὴν Γαργαρέταν οἰκίας τοῦ Σπ. Σκλαβουνίτου ὅλας τὰς ὄρνιθάς του. <box>1042 262 1252 299</box>
ad-title: ΕΠΙ ΠΑΡΑΓΓΕΛΙΑ <box>128 821 366 845</box>
divider <box>1052 414 1242 415</box>
article-paragraph: Ὁ Μ. Παπαστεάκης ἐνῷ εἰργάζετο εἰς τὸ ἀτμόπλοιον «Θεσσαλία» ἔπεσεν εἰς τὸ κύτος αὐτοῦ καὶ ἐτραυματίσθη σοβαρῶς. Ἐπίσης ὁ Γ. Μιχαλόπουλος ἐτραυματίσθη εἰς τὴν χεῖρα ὑπὸ ἀτμομηχανῆς καὶ μετεφέρθη εἰς τὸ Νοσοκομεῖον. <box>376 1144 588 1219</box>
ad-price: ἀντὶ 3 δραχμῶν μόνον <box>185 1014 309 1027</box>
ad-subtitle: θεραπεύει <box>219 1386 275 1399</box>
list-item: 11) Ἐκ τοῦ ἐν τῷ ὑποκαταστήματι τοῦ Σωτηρίου 3 ὄρνιθας. <box>822 1263 1032 1287</box>
list-item: 22) Ἐκ μιᾶς ἀποθήκης κατωθ. τοῦ σταθμοῦ 15 ὄρνιθας. <box>822 1546 1032 1570</box>
doctor-name: ΣΠΗΛΙΟΣ <box>181 1273 313 1307</box>
subheadline: Τελευταίας συνεπείας <box>1087 1000 1207 1013</box>
subheadline: Ὑπὲρ καὶ κατὰ τῆς ἀφομοιώσεως <box>1284 212 1466 225</box>
doctor-name: ΧΑΡΑΜΗΣ <box>174 1309 320 1343</box>
column-5 <box>1042 158 1252 2258</box>
article-paragraph: ΚΩΝ/ΠΟΛΙΣ, 2 Μαΐου.—Διάφορα τηλεγραφήματα ἀναγγέλλουν ὅτι ὁ Ἐμίρης τοῦ Χαμὰν ἐνίκησε τελείως τὴν Καρδήν. Ἡ ἐπανάστασις τῆς Ἀραβίας ἐξακολουθεῖ. Ἡ θέσις τῶν Τούρκων θεωρεῖται κρίσιμος καὶ κατάλληλος. <box>600 401 810 476</box>
divider <box>610 942 800 943</box>
headline: ΝΕΑ ΟΠΛΑ ΤΟΥ ΣΤΡΑΤΟΥ <box>411 606 553 619</box>
ad-text: Ἐνοικιάζονται: 1) Τὸ ἄνω καὶ κάτω πάτωμα τῆς ἐπὶ τῆς ὁδοῦ Κεραμεικοῦ 55 οἰκίας. 2) Τὸ κάτω πάτωμα τῆς ἐπὶ τῆς ὁδοῦ Ἀθηνᾶς 15 οἰκίας. 3) Τὸ ἐπὶ τῆς ὁδοῦ Σόλωνος 92 μαγαζεῖον. Πληροφορίαι ὁδὸς Ἀγησιλάου 52. <box>128 1098 366 1160</box>
list-item: 19) Μεταξὺ Μεσογείων καὶ Ν. Φαλήρου 2 αἶγας καὶ ἕνα χοῖρον. <box>822 1458 1032 1483</box>
list-item: 7) Ἐκ τῆς οἰκίας τοῦ Ν. Κοιλοθέου 3 ὄρνιθας. <box>822 1147 1032 1172</box>
ad-price: ΑΠΟ ΔΡ. 55 ΚΑΙ ΑΝΩ <box>172 849 322 867</box>
divider <box>386 811 578 812</box>
divider <box>1274 516 1476 517</box>
ad-title: ΣΥΦΙΛΙΔΟΛΟΓΙΚΗ <box>166 336 328 358</box>
section-heading: Η ΕΠΙΤΡΟΠΗ <box>211 187 283 200</box>
page-number: 2 <box>135 112 156 147</box>
byline: (ΑΝΤΑΠΟΚΡΙΤΟΥ ΜΑΣ) <box>655 1012 755 1023</box>
headline: ΑΙ ΕΚΛΟΓΑΙ <box>657 624 753 644</box>
ad-text: τῆς Ὀφθαλμολογίας ἐν τῷ Ἐθνικῷ Πανεπιστημίῳ <box>128 1256 366 1268</box>
headline: ΣΥΜΒΑΣΙΣ ΕΚΔΟΣΕΩΣ <box>642 255 768 267</box>
